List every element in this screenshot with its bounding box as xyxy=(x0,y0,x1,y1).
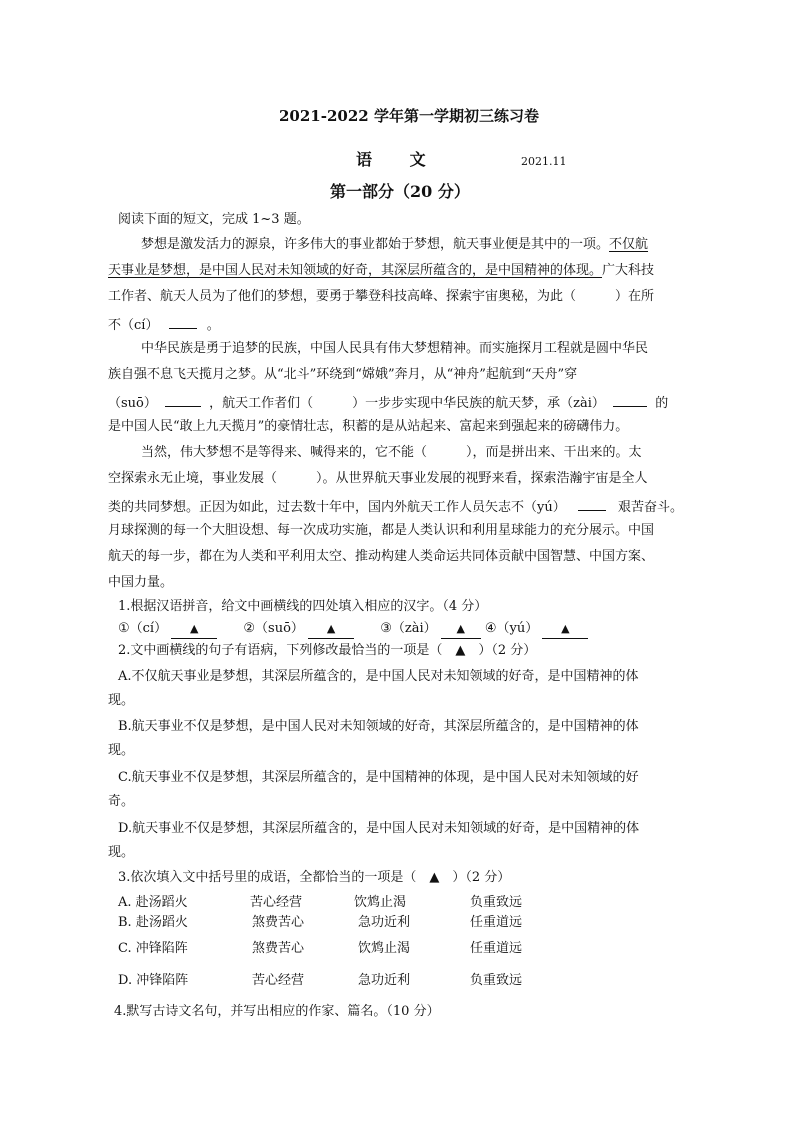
passage-text: ，航天工作者们（ ）一步步实现中华民族的航天梦，承（zài） xyxy=(209,396,605,411)
option-label: D. 冲锋陷阵 xyxy=(118,973,189,988)
passage-text: 艰苦奋斗。 xyxy=(618,500,684,515)
option-d[interactable]: D.航天事业不仅是梦想，其深层所蕴含的，是中国人民对未知领域的好奇，是中国精神的体 xyxy=(118,821,640,836)
reading-instruction: 阅读下面的短文，完成 1~3 题。 xyxy=(118,212,310,227)
question-2-stem: 2.文中画横线的句子有语病，下列修改最恰当的一项是（ ▲ ）（2 分） xyxy=(118,643,537,658)
fill-blank[interactable] xyxy=(169,314,197,329)
fill-blank[interactable] xyxy=(578,496,606,511)
answer-label: ④（yú） xyxy=(484,621,539,636)
option-a-cont: 现。 xyxy=(108,693,135,708)
option-b[interactable]: B.航天事业不仅是梦想，是中国人民对未知领域的好奇，其深层所蕴含的，是中国精神的体 xyxy=(118,719,639,734)
passage-line: 月球探测的每一个大胆设想、每一次成功实施，都是人类认识和利用星球能力的充分展示。中国 xyxy=(108,523,655,538)
underlined-sentence: 天事业是梦想，是中国人民对未知领域的好奇，其深层所蕴含的，是中国精神的体现。 xyxy=(108,263,603,278)
option-c-cont: 奇。 xyxy=(108,794,135,809)
answer-label: ②（suō） xyxy=(243,621,304,636)
part-heading: 第一部分（20 分） xyxy=(330,182,470,201)
idiom: 任重道远 xyxy=(470,941,523,956)
answer-blank[interactable]: ▲ xyxy=(308,620,354,639)
idiom: 苦心经营 xyxy=(252,973,305,988)
passage-line: 中华民族是勇于追梦的民族，中国人民具有伟大梦想精神。而实施探月工程就是圆中华民 xyxy=(141,341,649,356)
option-label: A. 赴汤蹈火 xyxy=(118,895,188,910)
passage-line xyxy=(108,496,683,517)
answer-label: ①（cí） xyxy=(118,621,168,636)
passage-line xyxy=(108,314,220,335)
passage-line: 空探索永无止境，事业发展（ ）。从世界航天事业发展的视野来看，探索浩瀚宇宙是全人 xyxy=(108,471,648,486)
passage-text: 的 xyxy=(655,396,669,411)
underlined-sentence: 不仅航 xyxy=(609,237,649,252)
passage-text: 。 xyxy=(206,318,220,333)
option-label: C. 冲锋陷阵 xyxy=(118,941,188,956)
passage-line xyxy=(141,236,648,254)
passage-line xyxy=(108,262,654,280)
exam-title: 2021-2022 学年第一学期初三练习卷 xyxy=(279,107,539,125)
question-1-stem: 1.根据汉语拼音，给文中画横线的四处填入相应的汉字。（4 分） xyxy=(118,599,488,614)
idiom: 煞费苦心 xyxy=(252,941,305,956)
fill-blank[interactable] xyxy=(613,392,647,407)
subject-heading: 语 文 xyxy=(356,150,442,169)
option-b-cont: 现。 xyxy=(108,743,135,758)
passage-text: 梦想是激发活力的源泉，许多伟大的事业都始于梦想，航天事业便是其中的一项。 xyxy=(141,237,610,252)
answer-label: ③（zài） xyxy=(380,621,437,636)
passage-line: 是中国人民“敢上九天揽月”的豪情壮志，积蓄的是从站起来、富起来到强起来的磅礴伟力。 xyxy=(108,419,629,434)
answer-blank[interactable]: ▲ xyxy=(171,620,217,639)
option-c[interactable]: C.航天事业不仅是梦想，其深层所蕴含的，是中国精神的体现，是中国人民对未知领域的好 xyxy=(118,770,639,785)
option-d-cont: 现。 xyxy=(108,845,135,860)
exam-date: 2021.11 xyxy=(521,155,567,168)
passage-line: 当然，伟大梦想不是等得来、喊得来的，它不能（ ），而是拼出来、干出来的。太 xyxy=(141,445,642,460)
question-3-stem: 3.依次填入文中括号里的成语，全都恰当的一项是（ ▲ ）（2 分） xyxy=(118,870,511,885)
passage-text: 不（cí） xyxy=(108,318,159,333)
option-label: B. 赴汤蹈火 xyxy=(118,915,188,930)
answer-blank[interactable]: ▲ xyxy=(542,620,588,639)
passage-line xyxy=(108,392,668,413)
answer-blank[interactable]: ▲ xyxy=(441,620,481,639)
passage-line: 工作者、航天人员为了他们的梦想，要勇于攀登科技高峰、探索宇宙奥秘，为此（ ）在所 xyxy=(108,289,655,304)
question-4-stem: 4.默写古诗文名句，并写出相应的作家、篇名。（10 分） xyxy=(114,1004,440,1019)
passage-text: 类的共同梦想。正因为如此，过去数十年中，国内外航天工作人员矢志不（yú） xyxy=(108,500,566,515)
passage-line: 族自强不息飞天揽月之梦。从“北斗”环绕到“嫦娥”奔月，从“神舟”起航到“天舟”穿 xyxy=(108,367,578,382)
idiom: 急功近利 xyxy=(358,915,411,930)
idiom: 负重致远 xyxy=(470,895,523,910)
question-1-answers xyxy=(118,620,588,639)
idiom: 苦心经营 xyxy=(250,895,303,910)
idiom: 任重道远 xyxy=(470,915,523,930)
passage-line: 中国力量。 xyxy=(108,575,174,590)
option-a[interactable]: A.不仅航天事业是梦想，其深层所蕴含的，是中国人民对未知领域的好奇，是中国精神的体 xyxy=(118,669,639,684)
passage-text: （suō） xyxy=(108,396,157,411)
idiom: 煞费苦心 xyxy=(252,915,305,930)
passage-text: 广大科技 xyxy=(602,263,655,278)
idiom: 急功近利 xyxy=(358,973,411,988)
idiom: 饮鸩止渴 xyxy=(354,895,407,910)
fill-blank[interactable] xyxy=(165,392,201,407)
idiom: 负重致远 xyxy=(470,973,523,988)
passage-line: 航天的每一步，都在为人类和平利用太空、推动构建人类命运共同体贡献中国智慧、中国方案、 xyxy=(108,549,655,564)
idiom: 饮鸩止渴 xyxy=(358,941,411,956)
